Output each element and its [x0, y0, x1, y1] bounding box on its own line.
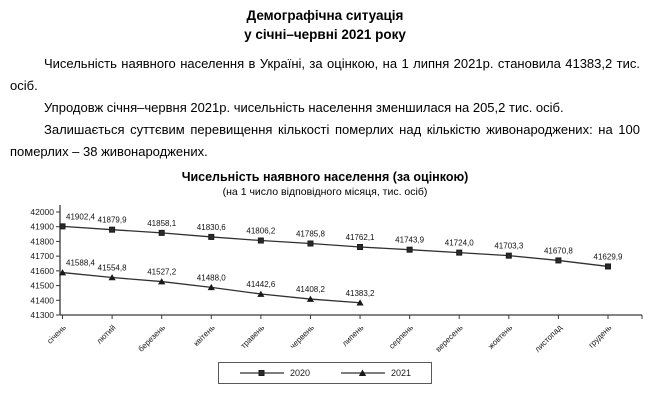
data-point-label-2020: 41806,2 [246, 226, 276, 236]
y-axis-label: 41400 [30, 295, 54, 306]
data-point-marker-2020 [606, 264, 611, 269]
y-axis-label: 41800 [30, 236, 54, 247]
x-axis-label: лютий [94, 323, 118, 346]
x-axis-label: липень [340, 323, 366, 349]
y-axis-label: 41500 [30, 280, 54, 291]
data-point-label-2020: 41858,1 [147, 218, 177, 228]
y-axis-label: 41300 [30, 310, 54, 320]
chart-subtitle: (на 1 число відповідного місяця, тис. осіб) [222, 186, 428, 198]
paragraph-population-estimate: Чисельність наявного населення в Україні, за оцінкою, на 1 липня 2021р. становила 41383,2 тис. осіб. [10, 56, 640, 93]
data-point-marker-2020 [60, 224, 65, 229]
document-body [10, 53, 640, 163]
x-axis-label: квітень [191, 323, 217, 348]
data-point-label-2020: 41762,1 [345, 233, 375, 243]
data-point-label-2020: 41724,0 [444, 238, 474, 248]
data-point-label-2021: 41488,0 [196, 273, 226, 283]
x-axis-label: жовтень [486, 323, 515, 351]
data-point-label-2021: 41442,6 [246, 280, 276, 290]
y-axis-label: 41900 [30, 221, 54, 232]
legend-entry-2021 [340, 368, 411, 378]
legend-label-2020: 2020 [289, 368, 310, 378]
x-axis-label: березень [136, 323, 168, 354]
data-point-marker-2020 [159, 230, 164, 235]
x-axis-label: травень [238, 323, 267, 351]
x-axis-label: червень [288, 323, 316, 351]
data-point-label-2021: 41408,2 [295, 285, 325, 295]
triangle-marker-line-icon [340, 368, 386, 378]
document-title-line2: у січні–червні 2021 року [244, 27, 406, 42]
document-title-line1: Демографічна ситуація [246, 8, 404, 23]
population-line-chart [0, 200, 650, 362]
data-point-marker-2020 [407, 247, 412, 252]
paragraph-deaths-births-ratio: Залишається суттєвим перевищення кількості померлих над кількістю живонароджених: на 100 померлих – 38 живонароджених. [10, 122, 640, 159]
series-line-2020 [63, 226, 609, 266]
data-point-label-2020: 41629,9 [593, 252, 623, 262]
data-point-label-2020: 41743,9 [395, 235, 425, 245]
y-axis-label: 41600 [30, 265, 54, 276]
legend-label-2021: 2021 [391, 368, 412, 378]
x-axis-label: листопад [532, 323, 564, 354]
data-point-marker-2020 [556, 258, 561, 263]
data-point-label-2021: 41554,8 [97, 263, 127, 273]
y-axis-label: 41700 [30, 251, 54, 262]
data-point-marker-2020 [358, 245, 363, 250]
data-point-label-2020: 41703,3 [494, 241, 524, 251]
data-point-label-2020: 41830,6 [196, 222, 226, 232]
data-point-marker-2020 [110, 227, 115, 232]
data-point-label-2021: 41588,4 [66, 258, 95, 268]
chart-title: Чисельність наявного населення (за оцінкою) [181, 170, 469, 184]
data-point-marker-2020 [308, 241, 313, 246]
x-axis-label: вересень [433, 323, 465, 354]
data-point-marker-2020 [209, 234, 214, 239]
data-point-label-2020: 41785,8 [295, 229, 325, 239]
paragraph-population-decrease: Упродовж січня–червня 2021р. чисельність населення зменшилася на 205,2 тис. осіб. [44, 100, 564, 115]
data-point-label-2021: 41527,2 [147, 267, 177, 277]
chart-legend [218, 362, 432, 384]
x-axis-label: серпень [387, 323, 416, 351]
y-axis-label: 42000 [30, 207, 54, 217]
data-point-label-2021: 41383,2 [345, 288, 375, 298]
data-point-label-2020: 41670,8 [543, 246, 573, 256]
data-point-label-2020: 41879,9 [97, 215, 127, 225]
data-point-marker-2020 [457, 250, 462, 255]
legend-entry-2020 [239, 368, 310, 378]
document-title [0, 0, 650, 44]
data-point-marker-2020 [258, 238, 263, 243]
data-point-label-2020: 41902,4 [66, 212, 95, 222]
square-marker-line-icon [239, 368, 285, 378]
x-axis-label: січень [45, 323, 68, 346]
x-axis-label: грудень [586, 323, 614, 350]
data-point-marker-2020 [506, 253, 511, 258]
